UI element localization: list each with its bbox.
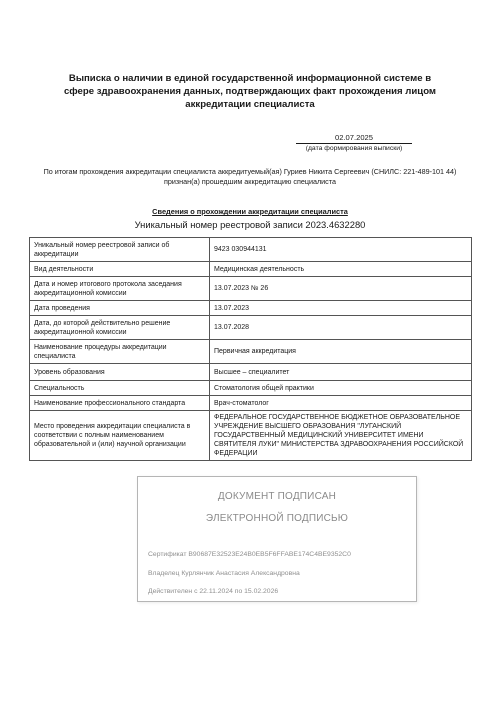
row-label: Наименование профессионального стандарта [30, 396, 210, 411]
signature-title-line-1: ДОКУМЕНТ ПОДПИСАН [217, 491, 337, 502]
table-row [30, 411, 472, 461]
table-row [30, 277, 472, 301]
intro-line-1: По итогам прохождения аккредитации специалиста аккредитуемый(ая) Гуриев Никита Сергеевич (СНИЛС: 221-489-101 44) [43, 167, 457, 176]
row-value: Высшее – специалитет [210, 364, 472, 381]
table-row [30, 238, 472, 262]
table-row [30, 396, 472, 411]
formation-date-caption: (дата формирования выписки) [305, 145, 403, 152]
table-row [30, 301, 472, 316]
signature-owner: Владелец Курлянчик Анастасия Александровна [148, 570, 300, 577]
row-label: Уникальный номер реестровой записи об аккредитации [30, 238, 210, 262]
row-label: Уровень образования [30, 364, 210, 381]
intro-paragraph [25, 167, 475, 187]
intro-line-2: признан(а) прошедшим аккредитацию специалиста [163, 177, 336, 186]
row-label: Дата, до которой действительно решение аккредитационной комиссии [30, 316, 210, 340]
row-label: Место проведения аккредитации специалиста в соответствии с полным наименованием образовательной и (или) научной организации [30, 411, 210, 461]
row-value: 9423 030944131 [210, 238, 472, 262]
row-value: 13.07.2028 [210, 316, 472, 340]
row-value: Врач-стоматолог [210, 396, 472, 411]
signature-validity: Действителен с 22.11.2024 по 15.02.2026 [148, 588, 279, 595]
row-value: 13.07.2023 [210, 301, 472, 316]
row-value: Первичная аккредитация [210, 340, 472, 364]
formation-date: 02.07.2025 [296, 133, 412, 144]
table-row [30, 262, 472, 277]
row-value: Стоматология общей практики [210, 381, 472, 396]
table-row [30, 340, 472, 364]
row-label: Специальность [30, 381, 210, 396]
signature-title-line-2: ЭЛЕКТРОННОЙ ПОДПИСЬЮ [205, 513, 349, 524]
row-value: Медицинская деятельность [210, 262, 472, 277]
row-value: ФЕДЕРАЛЬНОЕ ГОСУДАРСТВЕННОЕ БЮДЖЕТНОЕ ОБРАЗОВАТЕЛЬНОЕ УЧРЕЖДЕНИЕ ВЫСШЕГО ОБРАЗОВАНИЯ "ЛУГАНСКИЙ ГОСУДАРСТВЕННЫЙ МЕДИЦИНСКИЙ УНИВЕРСИТЕТ ИМЕНИ СВЯТИТЕЛЯ ЛУКИ" МИНИСТЕРСТВА ЗДРАВООХРАНЕНИЯ РОССИЙСКОЙ ФЕДЕРАЦИИ [210, 411, 472, 461]
section-title: Сведения о прохождении аккредитации специалиста [152, 207, 348, 216]
row-value: 13.07.2023 № 26 [210, 277, 472, 301]
accreditation-table [29, 237, 472, 461]
row-label: Наименование процедуры аккредитации специалиста [30, 340, 210, 364]
row-label: Вид деятельности [30, 262, 210, 277]
signature-certificate: Сертификат B90687E32523E24B0EB5F6FFABE174C4BE9352C0 [148, 551, 351, 558]
registry-heading: Уникальный номер реестровой записи 2023.4632280 [134, 219, 366, 230]
electronic-signature-stamp [137, 476, 417, 602]
table-row [30, 316, 472, 340]
table-row [30, 364, 472, 381]
document-title: Выписка о наличии в единой государственной информационной системе в сфере здравоохранения данных, подтверждающих факт прохождения лицом аккредитации специалиста [63, 73, 437, 110]
formation-date-block [296, 133, 412, 153]
row-label: Дата проведения [30, 301, 210, 316]
row-label: Дата и номер итогового протокола заседания аккредитационной комиссии [30, 277, 210, 301]
table-row [30, 381, 472, 396]
